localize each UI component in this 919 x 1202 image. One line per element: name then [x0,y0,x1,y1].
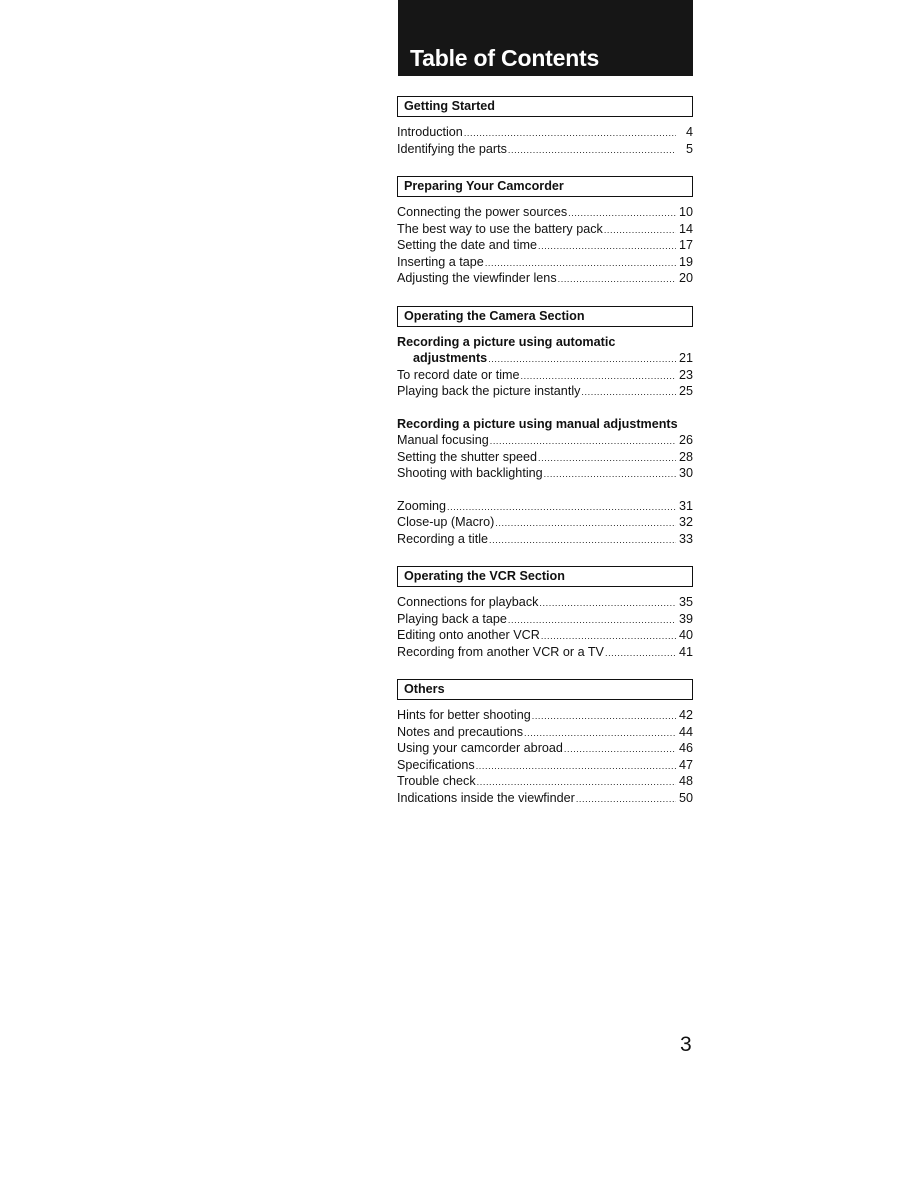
toc-entry[interactable] [397,254,693,271]
toc-entry-page: 5 [685,141,693,156]
toc-entry-label: Trouble check [397,774,476,788]
dot-leader [604,221,676,239]
toc-entry[interactable] [397,141,693,158]
toc-entry-label: The best way to use the battery pack [397,221,603,236]
toc-entry-page: 10 [678,205,693,219]
toc-entry-label: Playing back the picture instantly [397,384,581,398]
toc-entry-page: 32 [678,515,693,529]
toc-entry[interactable] [397,757,693,774]
dot-leader [508,141,676,159]
toc-entry-page: 21 [678,351,693,365]
toc-entry-label: Connections for playback [397,595,539,609]
toc-entry-label: Notes and precautions [397,724,524,739]
toc-entry-page: 23 [678,367,693,382]
toc-entry-label: Inserting a tape [397,254,484,269]
dot-leader [558,270,676,288]
toc-entry-label: Manual focusing [397,433,489,447]
dot-leader [495,514,676,532]
dot-leader [476,757,676,775]
toc-entry[interactable] [397,514,693,531]
dot-leader [508,611,676,629]
toc-entry-label: Adjusting the viewfinder lens [397,271,557,285]
toc-entry-label: Specifications [397,757,475,772]
dot-leader [490,432,676,450]
toc-entry[interactable] [397,270,693,287]
toc-entry-page: 14 [678,221,693,236]
toc-entry-label: Using your camcorder abroad [397,741,563,755]
toc-entry-page: 20 [678,271,693,285]
toc-entry[interactable] [397,367,693,384]
toc-entry-page: 47 [678,757,693,772]
toc-entry-label: Introduction [397,125,463,139]
page-title: Table of Contents [410,45,600,71]
toc-entry[interactable] [397,221,693,238]
subheading-manual: Recording a picture using manual adjustments [397,416,678,431]
toc-entry[interactable] [397,449,693,466]
dot-leader [524,724,676,742]
toc-entry-page: 30 [678,466,693,480]
dot-leader [605,644,676,662]
toc-entry[interactable] [397,773,693,790]
toc-entry-page: 40 [678,628,693,642]
toc-entry[interactable] [397,383,693,400]
toc-entry-label: Indications inside the viewfinder [397,790,575,805]
toc-entry[interactable] [397,740,693,757]
toc-entry[interactable] [397,724,693,741]
toc-entry-label: Recording from another VCR or a TV [397,644,604,659]
toc-entry-label: Zooming [397,498,446,513]
toc-entry-label: Recording a title [397,531,489,546]
toc-entry-page: 28 [678,449,693,464]
section-heading-preparing: Preparing Your Camcorder [397,176,693,197]
toc-entry-page: 42 [678,708,693,722]
toc-entry[interactable] [397,531,693,548]
dot-leader [488,350,676,368]
toc-entry-page: 25 [678,384,693,398]
toc-entry-page: 19 [678,254,693,269]
toc-entry[interactable] [397,644,693,661]
toc-entry-label: Close-up (Macro) [397,515,495,529]
toc-entry-page: 50 [678,790,693,805]
subheading-automatic: Recording a picture using automatic [397,334,616,349]
section-heading-getting-started: Getting Started [397,96,693,117]
dot-leader [544,465,676,483]
toc-entry-label: Setting the shutter speed [397,449,538,464]
toc-entry-label: Editing onto another VCR [397,628,540,642]
dot-leader [538,237,676,255]
section-heading-others: Others [397,679,693,700]
toc-entry-label: Shooting with backlighting [397,466,543,480]
title-banner [398,0,693,76]
dot-leader [541,627,676,645]
toc-entry[interactable] [397,432,693,449]
toc-entry-label: adjustments [413,351,488,365]
toc-entry-label: To record date or time [397,367,520,382]
dot-leader [539,594,676,612]
toc-entry-label: Hints for better shooting [397,708,531,722]
dot-leader [581,383,676,401]
table-of-contents [397,96,693,806]
toc-entry-page: 31 [678,498,693,513]
toc-entry-label: Playing back a tape [397,611,507,626]
toc-entry-page: 26 [678,433,693,447]
toc-entry[interactable] [397,594,693,611]
toc-entry-page: 46 [678,741,693,755]
toc-entry-page: 17 [678,238,693,252]
dot-leader [576,790,676,808]
dot-leader [564,740,676,758]
toc-entry-label: Connecting the power sources [397,205,568,219]
dot-leader [485,254,676,272]
dot-leader [521,367,676,385]
toc-entry[interactable] [397,124,693,141]
section-heading-vcr: Operating the VCR Section [397,566,693,587]
dot-leader [568,204,676,222]
page-number: 3 [680,1033,692,1056]
dot-leader [464,124,676,142]
dot-leader [477,773,676,791]
toc-entry-page: 39 [678,611,693,626]
section-heading-camera: Operating the Camera Section [397,306,693,327]
toc-entry-page: 44 [678,724,693,739]
toc-entry-page: 35 [678,595,693,609]
toc-entry[interactable] [397,627,693,644]
toc-entry-page: 41 [678,644,693,659]
dot-leader [489,531,676,549]
dot-leader [447,498,676,516]
toc-entry-page: 48 [678,774,693,788]
toc-entry[interactable] [397,790,693,807]
toc-entry-label: Identifying the parts [397,141,507,156]
toc-entry-page: 33 [678,531,693,546]
toc-entry-page: 4 [685,125,693,139]
toc-entry[interactable] [397,498,693,515]
toc-entry[interactable] [397,707,693,724]
toc-entry-label: Setting the date and time [397,238,538,252]
toc-entry[interactable] [397,237,693,254]
toc-entry[interactable] [397,204,693,221]
toc-entry[interactable] [397,465,693,482]
dot-leader [532,707,676,725]
dot-leader [538,449,676,467]
toc-entry[interactable] [397,611,693,628]
toc-entry[interactable] [397,350,693,367]
